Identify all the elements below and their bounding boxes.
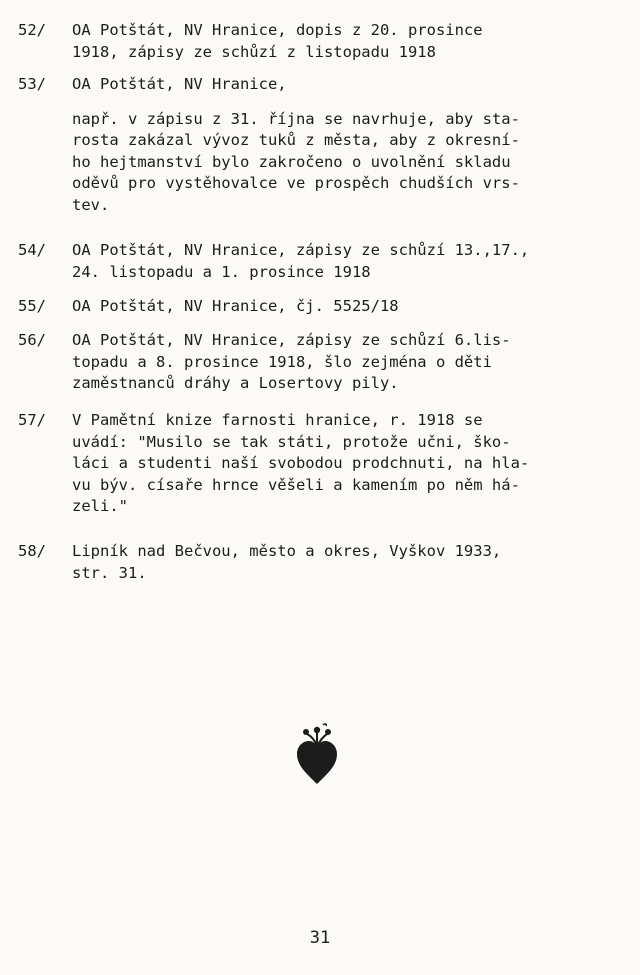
- footnote-line: 1918, zápisy ze schůzí z listopadu 1918: [72, 42, 436, 61]
- page-number: 31: [309, 928, 331, 948]
- footnote-continuation-line: tev.: [72, 195, 110, 214]
- footnote-55: [18, 296, 618, 318]
- footnote-line: uvádí: "Musilo se tak státi, protože učni, ško-: [72, 432, 511, 451]
- footnote-line: OA Potštát, NV Hranice,: [72, 75, 287, 93]
- footnote-54: [18, 240, 618, 283]
- footnote-number: 58/: [18, 542, 46, 560]
- heart-flower-ornament-icon: [293, 722, 341, 786]
- footnote-57: [18, 410, 618, 518]
- footnote-line: str. 31.: [72, 563, 147, 582]
- footnote-line: vu býv. císaře hrnce věšeli a kamením po něm há-: [72, 475, 520, 494]
- footnote-56: [18, 330, 618, 395]
- footnote-continuation-line: oděvů pro vystěhovalce ve prospěch chudších vrs-: [72, 174, 520, 192]
- footnote-52: [18, 20, 618, 63]
- footnote-53: [18, 74, 618, 216]
- footnote-line: 24. listopadu a 1. prosince 1918: [72, 262, 371, 281]
- footnote-line: Lipník nad Bečvou, město a okres, Vyškov 1933,: [72, 542, 502, 560]
- footnote-continuation-line: např. v zápisu z 31. října se navrhuje, aby sta-: [72, 109, 520, 128]
- footnote-line: OA Potštát, NV Hranice, dopis z 20. prosince: [72, 21, 483, 39]
- footnote-line: topadu a 8. prosince 1918, šlo zejména o děti: [72, 352, 492, 371]
- footnote-58: [18, 541, 618, 584]
- footnote-number: 52/: [18, 21, 46, 39]
- footnote-line: V Pamětní knize farnosti hranice, r. 1918 se: [72, 411, 483, 429]
- footnote-continuation-line: rosta zakázal vývoz tuků z města, aby z okresní-: [72, 131, 520, 149]
- footnote-line: zeli.": [72, 497, 128, 515]
- footnote-line: zaměstnanců dráhy a Losertovy pily.: [72, 374, 399, 392]
- footnote-number: 55/: [18, 297, 46, 315]
- footnote-continuation-line: ho hejtmanství bylo zakročeno o uvolnění skladu: [72, 152, 511, 171]
- footnote-line: láci a studenti naší svobodou prodchnuti, na hla-: [72, 454, 530, 472]
- footnote-number: 53/: [18, 75, 46, 93]
- footnote-line: OA Potštát, NV Hranice, zápisy ze schůzí 6.lis-: [72, 331, 511, 349]
- footnote-number: 56/: [18, 331, 46, 349]
- footnote-number: 54/: [18, 241, 46, 259]
- footnote-line: OA Potštát, NV Hranice, zápisy ze schůzí 13.,17.,: [72, 241, 530, 259]
- footnote-line: OA Potštát, NV Hranice, čj. 5525/18: [72, 297, 399, 315]
- footnote-number: 57/: [18, 411, 46, 429]
